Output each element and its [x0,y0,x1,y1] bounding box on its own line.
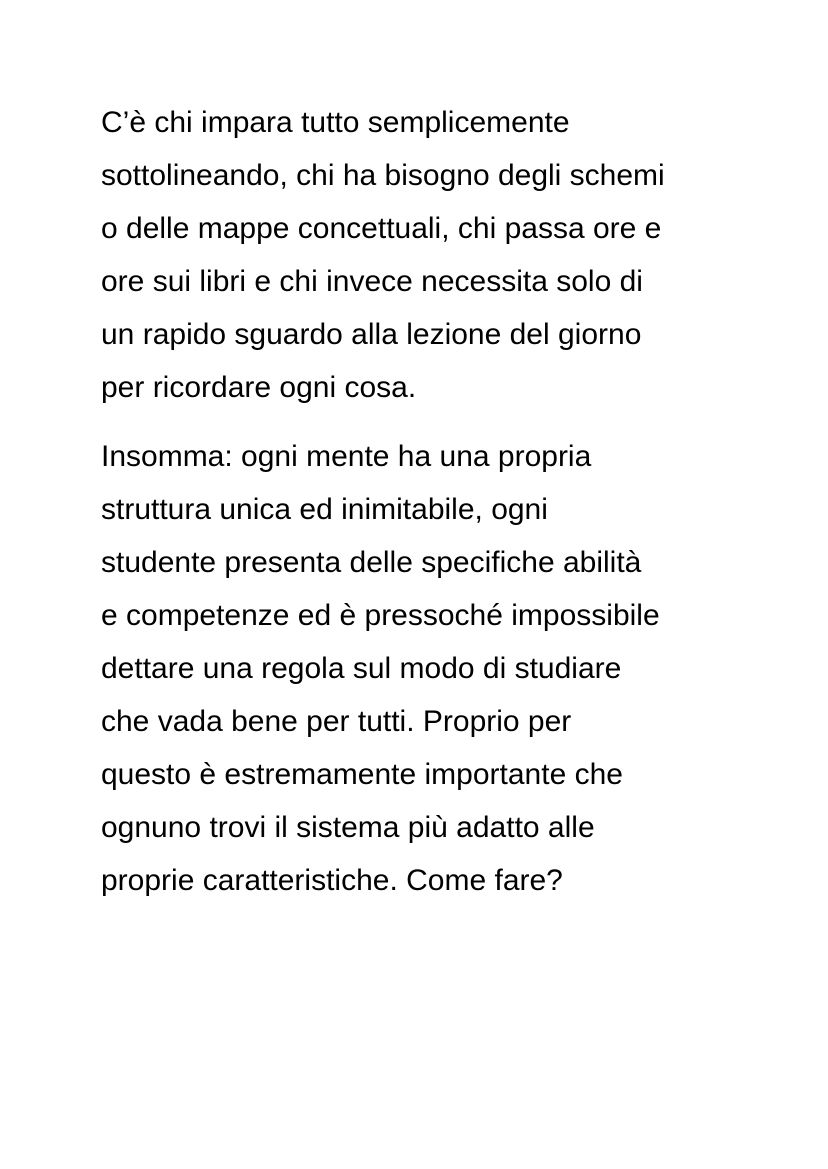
text-line: sottolineando, chi ha bisogno degli schemi [101,159,665,192]
paragraph-2 [101,430,761,907]
text-line: Insomma: ogni mente ha una propria [101,440,592,473]
text-line: C’è chi impara tutto semplicemente [101,106,570,139]
text-line: o delle mappe concettuali, chi passa ore e [101,212,662,245]
text-line: ognuno trovi il sistema più adatto alle [101,811,595,844]
paragraph-1 [101,96,761,414]
text-line: studente presenta delle specifiche abilità [101,546,642,579]
body-text [101,96,761,907]
text-line: dettare una regola sul modo di studiare [101,652,622,685]
text-line: e competenze ed è pressoché impossibile [101,599,660,632]
text-line: proprie caratteristiche. Come fare? [101,864,563,897]
text-line: che vada bene per tutti. Proprio per [101,705,572,738]
text-line: un rapido sguardo alla lezione del giorno [101,318,642,351]
text-line: per ricordare ogni cosa. [101,371,417,404]
text-line: struttura unica ed inimitabile, ogni [101,493,548,526]
text-line: ore sui libri e chi invece necessita solo di [101,265,643,298]
text-line: questo è estremamente importante che [101,758,623,791]
